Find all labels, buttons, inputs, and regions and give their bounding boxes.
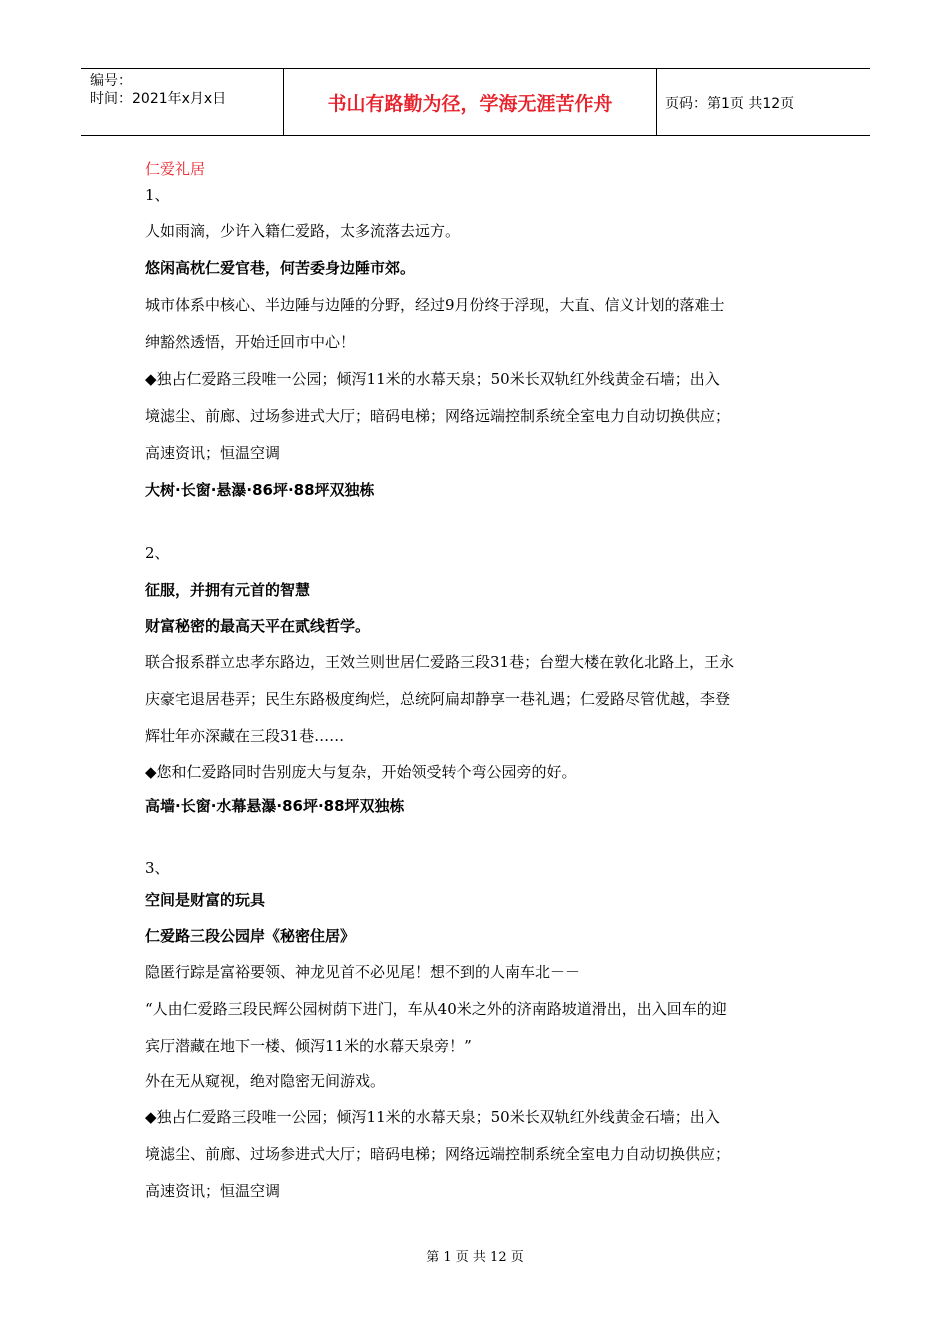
- paragraph: 庆豪宅退居巷弄；民生东路极度绚烂，总统阿扁却静享一巷礼遇；仁爱路尽管优越，李登: [145, 690, 731, 708]
- headline: 征服，并拥有元首的智慧: [145, 581, 311, 599]
- section-number: 3、: [145, 859, 170, 877]
- document-title: 仁爱礼居: [145, 160, 206, 178]
- section-number: 2、: [145, 544, 170, 562]
- time-label: 时间：2021年x月x日: [90, 91, 227, 107]
- page-footer: 第 1 页 共 12 页: [426, 1250, 524, 1265]
- feature-list: 高速资讯；恒温空调: [145, 1182, 281, 1200]
- feature-list: 高速资讯；恒温空调: [145, 444, 281, 462]
- paragraph: 绅豁然透悟，开始迁回市中心！: [145, 333, 356, 351]
- tagline: 大树·长窗·悬瀑·86坪·88坪双独栋: [145, 481, 375, 499]
- feature-list: 境滤尘、前廊、过场参进式大厅；暗码电梯；网络远端控制系统全室电力自动切换供应；: [145, 407, 731, 425]
- number-label: 编号：: [90, 73, 132, 89]
- header-motto: 书山有路勤为径，学海无涯苦作舟: [327, 92, 613, 115]
- page-header: [81, 68, 870, 136]
- feature-list: ◆独占仁爱路三段唯一公园；倾泻11米的水幕天泉；50米长双轨红外线黄金石墙；出入: [145, 1108, 720, 1126]
- headline: 仁爱路三段公园岸《秘密住居》: [145, 927, 356, 945]
- header-meta: [90, 72, 282, 108]
- quote: “人由仁爱路三段民辉公园树荫下进门，车从40米之外的济南路坡道滑出，出入回车的迎: [145, 1000, 727, 1018]
- paragraph: 外在无从窥视，绝对隐密无间游戏。: [145, 1072, 386, 1090]
- paragraph: 城市体系中核心、半边陲与边陲的分野，经过9月份终于浮现，大直、信义计划的落难士: [145, 296, 725, 314]
- paragraph: 联合报系群立忠孝东路边，王效兰则世居仁爱路三段31巷；台塑大楼在敦化北路上，王永: [145, 653, 735, 671]
- header-divider: [656, 69, 657, 135]
- headline: 空间是财富的玩具: [145, 891, 266, 909]
- header-page-info: 页码：第1页 共12页: [665, 96, 795, 112]
- paragraph: 辉壮年亦深藏在三段31巷……: [145, 727, 345, 745]
- tagline: 高墙·长窗·水幕悬瀑·86坪·88坪双独栋: [145, 797, 405, 815]
- section-number: 1、: [145, 186, 170, 204]
- headline: 财富秘密的最高天平在贰线哲学。: [145, 617, 371, 635]
- feature-list: ◆独占仁爱路三段唯一公园；倾泻11米的水幕天泉；50米长双轨红外线黄金石墙；出入: [145, 370, 720, 388]
- paragraph: 人如雨滴，少许入籍仁爱路，太多流落去远方。: [145, 222, 461, 240]
- feature-list: ◆您和仁爱路同时告别庞大与复杂，开始领受转个弯公园旁的好。: [145, 763, 577, 781]
- feature-list: 境滤尘、前廊、过场参进式大厅；暗码电梯；网络远端控制系统全室电力自动切换供应；: [145, 1145, 731, 1163]
- quote: 宾厅潜藏在地下一楼、倾泻11米的水幕天泉旁！”: [145, 1037, 472, 1055]
- headline: 悠闲高枕仁爱官巷，何苦委身边陲市郊。: [145, 259, 416, 277]
- paragraph: 隐匿行踪是富裕要领、神龙见首不必见尾！想不到的人南车北－－: [145, 963, 581, 981]
